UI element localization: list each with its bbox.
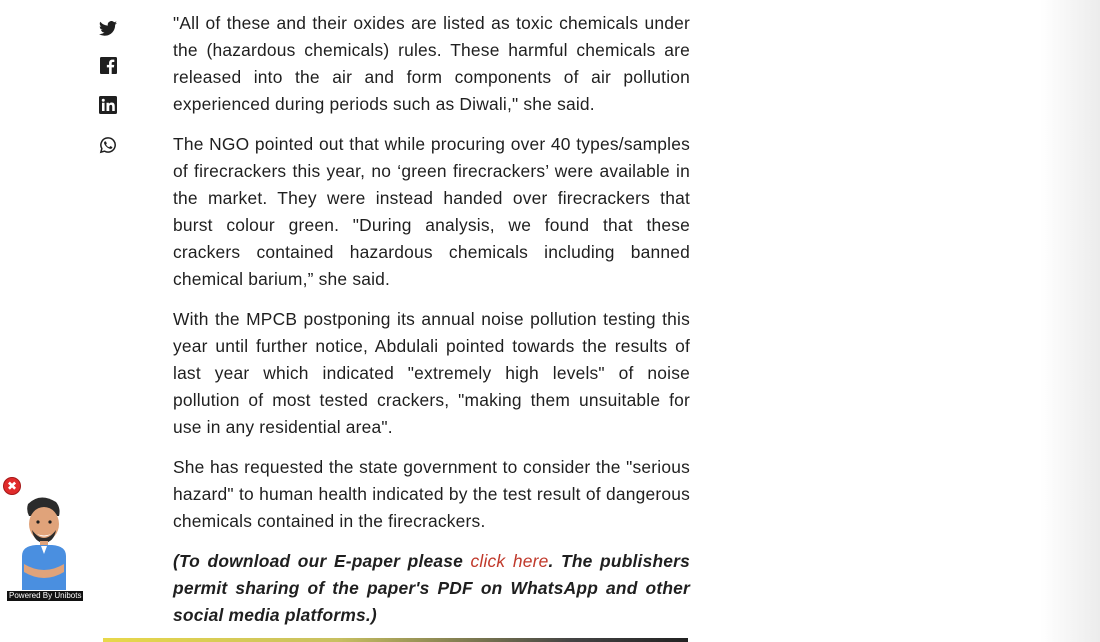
ad-close-button[interactable]: ✖ [3,477,21,495]
whatsapp-icon[interactable] [96,133,120,157]
floating-ad-widget[interactable] [0,474,90,604]
article-paragraph: "All of these and their oxides are listed as toxic chemicals under the (hazardous chemicals) rules. These harmful chemicals are released into the air and form components of air pollution experienced during periods such as Diwali," she said. [173,13,690,114]
epaper-note-lead: (To download our E-paper please [173,551,471,571]
article-paragraph: The NGO pointed out that while procuring over 40 types/samples of firecrackers this year, no ‘green firecrackers’ were available in the market. They were instead handed over firecrackers that burst colour green. "During analysis, we found that these crackers contained hazardous chemicals including banned chemical barium,” she said. [173,134,690,289]
epaper-note [173,548,690,629]
article-paragraph: With the MPCB postponing its annual noise pollution testing this year until further notice, Abdulali pointed towards the results of last year which indicated "extremely high levels" of noise pollution of most tested crackers, "making them unsuitable for use in any residential area". [173,309,690,437]
epaper-note-tail: . The publishers permit sharing of the paper's PDF on WhatsApp and other social media platforms.) [173,551,691,625]
article-body [173,10,690,642]
article-paragraph: She has requested the state government to consider the "serious hazard" to human health indicated by the test result of dangerous chemicals contained in the firecrackers. [173,457,690,531]
ad-powered-by[interactable]: Powered By Unibots [9,591,82,600]
twitter-icon[interactable] [96,16,120,40]
bottom-divider [103,638,688,642]
facebook-icon[interactable] [96,53,120,77]
linkedin-icon[interactable] [96,93,120,117]
ad-avatar[interactable] [14,494,74,595]
epaper-click-here-link[interactable]: click here [470,551,549,571]
page-edge-shadow [1040,0,1100,642]
